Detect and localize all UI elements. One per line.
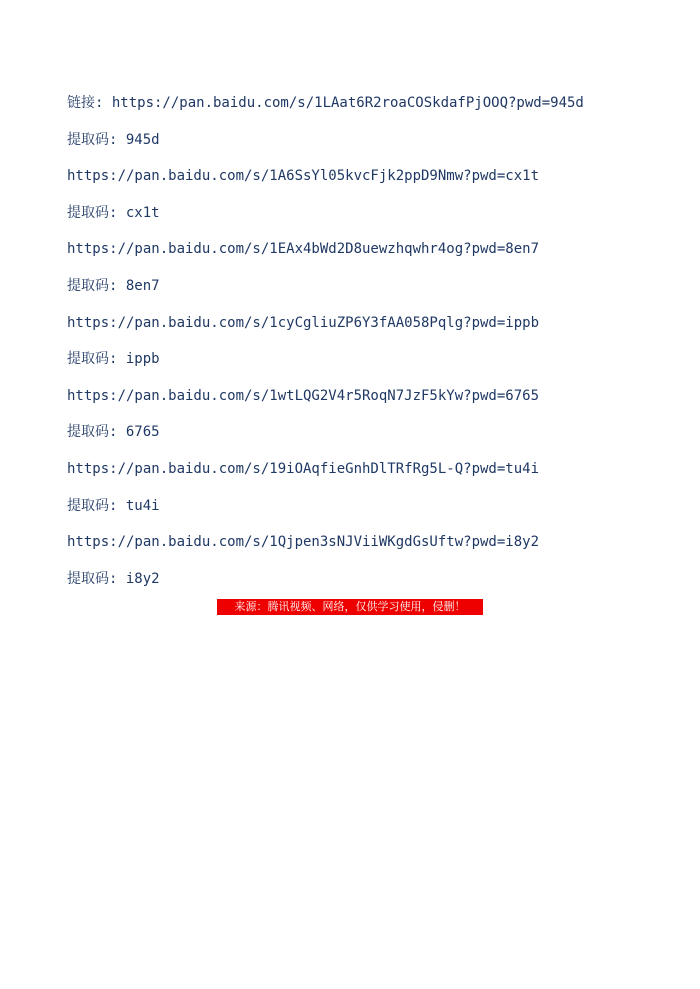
code-line: 提取码: 945d [67,131,160,148]
source-notice-text: 来源：腾讯视频、网络，仅供学习使用，侵删！ [217,599,483,615]
link-list [67,92,667,604]
link-line: https://pan.baidu.com/s/1wtLQG2V4r5RoqN7JzF5kYw?pwd=6765 [67,387,540,404]
code-line: 提取码: i8y2 [67,570,160,587]
link-line: https://pan.baidu.com/s/1Qjpen3sNJViiWKgdGsUftw?pwd=i8y2 [67,534,540,551]
link-line: https://pan.baidu.com/s/1EAx4bWd2D8uewzhqwhr4og?pwd=8en7 [67,241,540,258]
link-line: https://pan.baidu.com/s/19iOAqfieGnhDlTRfRg5L-Q?pwd=tu4i [67,460,540,477]
source-notice [217,599,483,615]
code-line: 提取码: 6765 [67,424,160,441]
code-line: 提取码: 8en7 [67,277,160,294]
code-line: 提取码: ippb [67,351,160,368]
code-line: 提取码: tu4i [67,497,160,514]
link-line: https://pan.baidu.com/s/1cyCgliuZP6Y3fAA058Pqlg?pwd=ippb [67,314,540,331]
link-line: 链接: https://pan.baidu.com/s/1LAat6R2roaCOSkdafPjOOQ?pwd=945d [67,95,584,111]
link-line: https://pan.baidu.com/s/1A6SsYl05kvcFjk2ppD9Nmw?pwd=cx1t [67,168,540,185]
code-line: 提取码: cx1t [67,204,160,221]
